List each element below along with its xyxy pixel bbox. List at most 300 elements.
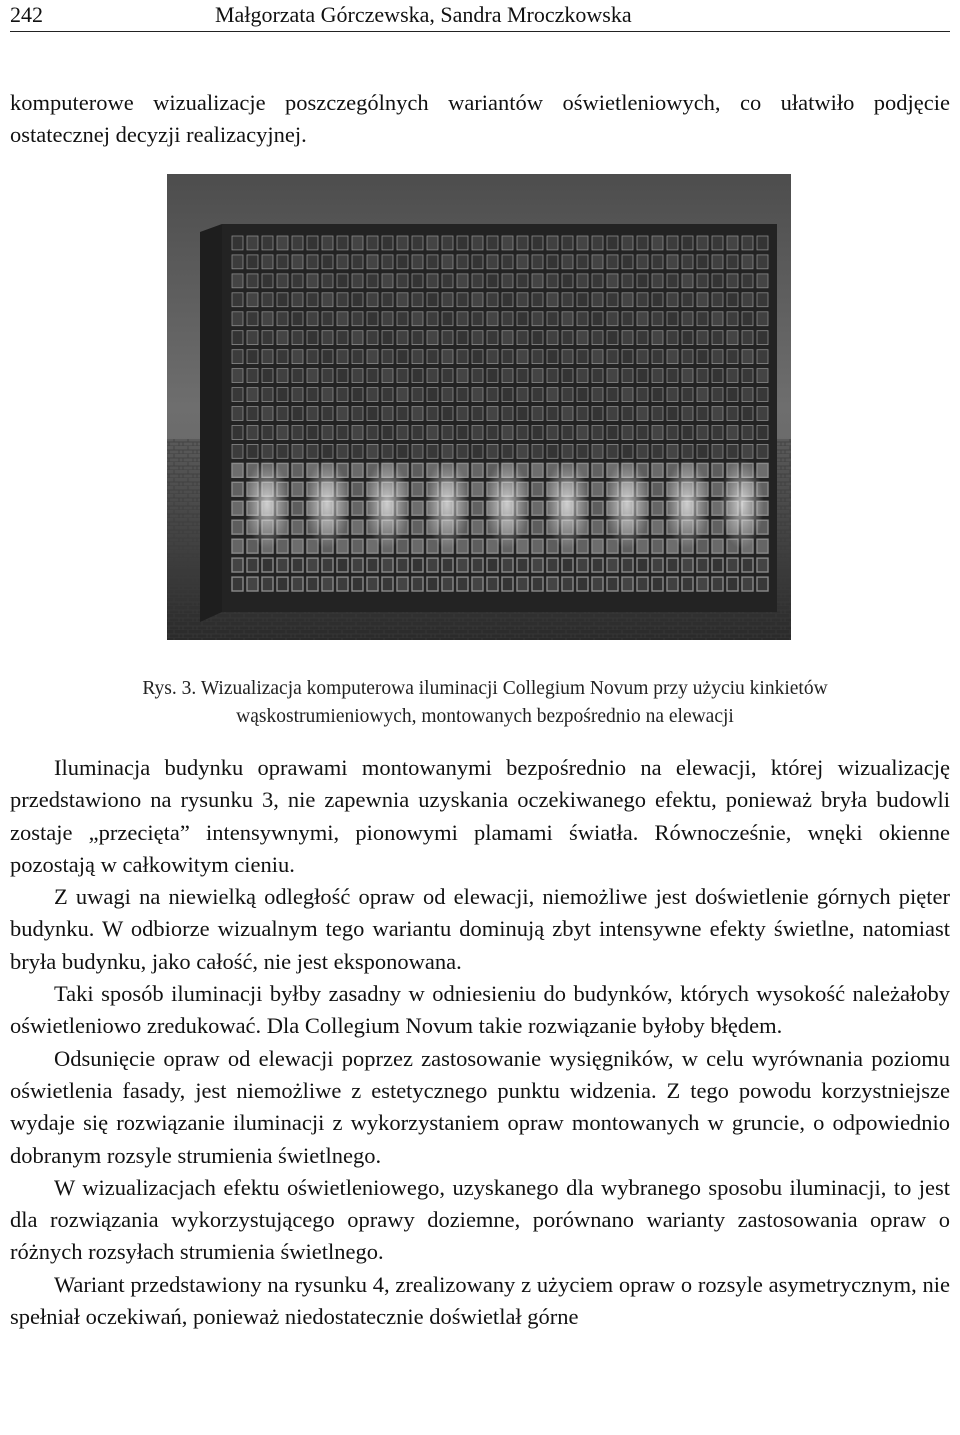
facade-window — [457, 577, 468, 591]
facade-window — [472, 558, 483, 572]
facade-window — [652, 293, 663, 307]
facade-window — [367, 350, 378, 364]
facade-window — [307, 444, 318, 458]
body-paragraph: Iluminacja budynku oprawami montowanymi bezpośrednio na elewacji, której wizualizację przedstawiono na rysunku 3, nie zapewnia uzyskania oczekiwanego efektu, ponieważ bryła budowli zostaje „przecięta” intensywnymi, pionowymi plamami światła. Równocześnie, wnęki okienne pozostają w całkowitym cieniu. — [10, 755, 950, 877]
facade-window — [457, 388, 468, 402]
facade-window — [397, 236, 408, 250]
facade-window — [607, 274, 618, 288]
facade-window — [277, 388, 288, 402]
facade-window — [547, 350, 558, 364]
facade-window — [742, 369, 753, 383]
facade-window — [472, 255, 483, 269]
light-spot — [720, 459, 764, 549]
facade-window — [637, 350, 648, 364]
facade-window — [667, 407, 678, 421]
facade-window — [502, 426, 513, 440]
facade-window — [367, 426, 378, 440]
facade-window — [472, 369, 483, 383]
facade-window — [472, 331, 483, 345]
facade-window — [232, 293, 243, 307]
facade-window — [397, 255, 408, 269]
facade-window — [232, 236, 243, 250]
facade-window — [532, 444, 543, 458]
facade-window — [397, 369, 408, 383]
facade-window — [622, 577, 633, 591]
facade-window — [637, 577, 648, 591]
facade-window — [652, 444, 663, 458]
facade-window — [292, 482, 303, 496]
facade-window — [397, 426, 408, 440]
facade-window — [247, 312, 258, 326]
facade-window — [232, 350, 243, 364]
facade-window — [502, 577, 513, 591]
facade-window — [337, 236, 348, 250]
facade-window — [712, 426, 723, 440]
facade-window — [442, 558, 453, 572]
facade-window — [307, 426, 318, 440]
caption-label: Rys. 3. — [142, 678, 197, 699]
facade-window — [292, 407, 303, 421]
facade-window — [577, 255, 588, 269]
facade-window — [637, 388, 648, 402]
facade-window — [412, 577, 423, 591]
facade-window — [382, 236, 393, 250]
facade-window — [502, 293, 513, 307]
facade-window — [652, 236, 663, 250]
facade-window — [697, 444, 708, 458]
facade-window — [442, 350, 453, 364]
facade-window — [232, 369, 243, 383]
facade-window — [562, 236, 573, 250]
facade-window — [532, 369, 543, 383]
facade-window — [262, 350, 273, 364]
facade-window — [487, 312, 498, 326]
facade-window — [442, 388, 453, 402]
facade-window — [412, 501, 423, 515]
facade-window — [577, 236, 588, 250]
facade-window — [322, 407, 333, 421]
facade-window — [247, 444, 258, 458]
facade-window — [487, 350, 498, 364]
facade-window — [547, 388, 558, 402]
facade-window — [232, 407, 243, 421]
facade-window — [652, 407, 663, 421]
facade-window — [412, 520, 423, 534]
facade-window — [397, 350, 408, 364]
facade-window — [247, 274, 258, 288]
facade-window — [727, 236, 738, 250]
facade-window — [352, 501, 363, 515]
facade-window — [277, 577, 288, 591]
facade-window — [562, 444, 573, 458]
facade-window — [547, 407, 558, 421]
facade-window — [382, 388, 393, 402]
facade-window — [697, 558, 708, 572]
facade-window — [277, 236, 288, 250]
facade-window — [562, 274, 573, 288]
facade-window — [382, 577, 393, 591]
facade-window — [592, 274, 603, 288]
facade-window — [502, 274, 513, 288]
facade-window — [742, 426, 753, 440]
facade-window — [472, 482, 483, 496]
facade-window — [727, 312, 738, 326]
facade-window — [277, 331, 288, 345]
facade-window — [727, 274, 738, 288]
facade-window — [292, 350, 303, 364]
facade-window — [427, 426, 438, 440]
facade-window — [667, 426, 678, 440]
facade-window — [667, 255, 678, 269]
facade-window — [712, 293, 723, 307]
facade-window — [547, 236, 558, 250]
facade-window — [397, 312, 408, 326]
facade-window — [637, 426, 648, 440]
facade-window — [682, 236, 693, 250]
facade-window — [607, 407, 618, 421]
facade-window — [517, 444, 528, 458]
facade-window — [352, 331, 363, 345]
facade-window — [472, 293, 483, 307]
light-spot — [365, 459, 409, 549]
facade-window — [277, 274, 288, 288]
facade-window — [667, 350, 678, 364]
facade-window — [307, 558, 318, 572]
light-spot — [245, 459, 289, 549]
facade-window — [352, 312, 363, 326]
facade-window — [247, 369, 258, 383]
facade-window — [262, 444, 273, 458]
facade-window — [367, 293, 378, 307]
facade-window — [562, 407, 573, 421]
facade-window — [532, 463, 543, 477]
facade-window — [532, 426, 543, 440]
facade-window — [712, 255, 723, 269]
facade-window — [262, 255, 273, 269]
facade-window — [277, 312, 288, 326]
facade-window — [472, 274, 483, 288]
facade-window — [622, 558, 633, 572]
running-head-authors: Małgorzata Górczewska, Sandra Mroczkowska — [215, 2, 632, 27]
facade-window — [607, 293, 618, 307]
facade-window — [682, 558, 693, 572]
facade-window — [592, 558, 603, 572]
facade-window — [457, 558, 468, 572]
facade-window — [397, 388, 408, 402]
facade-window — [442, 255, 453, 269]
facade-window — [592, 501, 603, 515]
facade-window — [337, 255, 348, 269]
facade-window — [412, 312, 423, 326]
facade-window — [667, 388, 678, 402]
facade-window — [667, 274, 678, 288]
facade-window — [727, 407, 738, 421]
facade-window — [607, 388, 618, 402]
facade-window — [577, 407, 588, 421]
facade-window — [487, 369, 498, 383]
facade-window — [232, 539, 243, 553]
facade-window — [352, 520, 363, 534]
facade-window — [412, 350, 423, 364]
facade-window — [562, 293, 573, 307]
facade-window — [352, 407, 363, 421]
facade-window — [307, 293, 318, 307]
facade-window — [262, 426, 273, 440]
facade-window — [622, 312, 633, 326]
facade-window — [532, 331, 543, 345]
facade-window — [472, 577, 483, 591]
facade-window — [592, 520, 603, 534]
facade-window — [637, 255, 648, 269]
facade-window — [607, 444, 618, 458]
facade-window — [607, 312, 618, 326]
facade-window — [292, 388, 303, 402]
facade-window — [322, 331, 333, 345]
facade-window — [322, 369, 333, 383]
facade-window — [502, 369, 513, 383]
facade-window — [697, 577, 708, 591]
facade-window — [712, 577, 723, 591]
facade-window — [352, 444, 363, 458]
facade-window — [742, 312, 753, 326]
facade-window — [727, 444, 738, 458]
facade-window — [382, 350, 393, 364]
facade-window — [562, 369, 573, 383]
facade-window — [607, 255, 618, 269]
facade-window — [337, 331, 348, 345]
facade-window — [232, 463, 243, 477]
facade-window — [397, 558, 408, 572]
facade-window — [682, 312, 693, 326]
facade-window — [532, 482, 543, 496]
facade-window — [682, 293, 693, 307]
facade-window — [427, 255, 438, 269]
facade-window — [247, 407, 258, 421]
facade-window — [697, 236, 708, 250]
facade-window — [442, 426, 453, 440]
facade-window — [652, 255, 663, 269]
facade-window — [457, 312, 468, 326]
facade-window — [487, 236, 498, 250]
facade-window — [367, 388, 378, 402]
facade-window — [322, 350, 333, 364]
facade-window — [622, 444, 633, 458]
facade-window — [262, 312, 273, 326]
facade-window — [712, 312, 723, 326]
facade-window — [532, 236, 543, 250]
facade-window — [517, 312, 528, 326]
facade-window — [532, 293, 543, 307]
facade-window — [457, 255, 468, 269]
facade-window — [502, 350, 513, 364]
facade-window — [532, 274, 543, 288]
facade-window — [472, 444, 483, 458]
facade-window — [472, 350, 483, 364]
facade-window — [472, 426, 483, 440]
facade-window — [232, 482, 243, 496]
facade-window — [532, 501, 543, 515]
facade-window — [247, 558, 258, 572]
facade-window — [397, 274, 408, 288]
facade-window — [622, 255, 633, 269]
facade-window — [592, 236, 603, 250]
facade-window — [367, 444, 378, 458]
facade-window — [532, 388, 543, 402]
facade-window — [427, 369, 438, 383]
light-spots — [245, 459, 764, 549]
facade-window — [352, 255, 363, 269]
facade-window — [367, 312, 378, 326]
facade-window — [757, 558, 768, 572]
page-header — [10, 0, 950, 32]
facade-window — [622, 236, 633, 250]
facade-window — [427, 331, 438, 345]
facade-window — [652, 274, 663, 288]
body-paragraph: W wizualizacjach efektu oświetleniowego, uzyskanego dla wybranego sposobu iluminacji, to jest dla rozwiązania wykorzystującego oprawy doziemne, porównano warianty zastosowania opraw o różnych rozsyłach strumienia świetlnego. — [10, 1174, 950, 1265]
facade-window — [487, 577, 498, 591]
facade-window — [757, 293, 768, 307]
facade-window — [307, 331, 318, 345]
facade-window — [337, 388, 348, 402]
facade-window — [442, 293, 453, 307]
facade-window — [367, 331, 378, 345]
facade-window — [457, 274, 468, 288]
facade-window — [712, 331, 723, 345]
facade-window — [622, 293, 633, 307]
facade-window — [412, 255, 423, 269]
light-spot — [485, 459, 529, 549]
facade-window — [352, 236, 363, 250]
facade-window — [502, 312, 513, 326]
facade-window — [682, 577, 693, 591]
facade-window — [517, 426, 528, 440]
facade-window — [427, 312, 438, 326]
facade-window — [322, 388, 333, 402]
facade-window — [247, 577, 258, 591]
facade-window — [412, 236, 423, 250]
facade-window — [277, 558, 288, 572]
facade-window — [547, 444, 558, 458]
facade-window — [382, 293, 393, 307]
facade-window — [307, 255, 318, 269]
facade-window — [352, 388, 363, 402]
facade-window — [517, 331, 528, 345]
facade-window — [607, 350, 618, 364]
facade-window — [442, 407, 453, 421]
facade-window — [592, 350, 603, 364]
facade-window — [457, 331, 468, 345]
facade-window — [742, 350, 753, 364]
facade-window — [652, 369, 663, 383]
facade-window — [232, 501, 243, 515]
facade-window — [727, 369, 738, 383]
facade-window — [517, 350, 528, 364]
facade-window — [262, 236, 273, 250]
facade-window — [247, 255, 258, 269]
facade-window — [427, 558, 438, 572]
facade-window — [397, 293, 408, 307]
facade-window — [577, 274, 588, 288]
body-text — [10, 752, 950, 1333]
facade-window — [667, 331, 678, 345]
facade-window — [277, 255, 288, 269]
facade-window — [742, 274, 753, 288]
facade-window — [397, 407, 408, 421]
facade-window — [472, 407, 483, 421]
facade-window — [697, 388, 708, 402]
facade-window — [757, 426, 768, 440]
facade-window — [562, 312, 573, 326]
facade-window — [337, 444, 348, 458]
facade-window — [592, 577, 603, 591]
facade-window — [577, 293, 588, 307]
facade-window — [277, 369, 288, 383]
facade-window — [577, 312, 588, 326]
light-spot — [605, 459, 649, 549]
facade-window — [247, 236, 258, 250]
facade-window — [637, 444, 648, 458]
facade-window — [427, 407, 438, 421]
facade-window — [322, 255, 333, 269]
facade-window — [682, 255, 693, 269]
facade-window — [472, 388, 483, 402]
light-spot — [305, 459, 349, 549]
facade-window — [367, 236, 378, 250]
facade-window — [547, 331, 558, 345]
facade-window — [337, 274, 348, 288]
facade-window — [502, 236, 513, 250]
facade-window — [442, 312, 453, 326]
facade-window — [397, 331, 408, 345]
facade-window — [547, 426, 558, 440]
facade-window — [607, 558, 618, 572]
facade-window — [457, 426, 468, 440]
facade-window — [367, 407, 378, 421]
facade-window — [352, 463, 363, 477]
facade-window — [322, 293, 333, 307]
facade-window — [757, 539, 768, 553]
facade-window — [487, 407, 498, 421]
facade-window — [652, 331, 663, 345]
facade-window — [427, 236, 438, 250]
facade-window — [412, 331, 423, 345]
facade-window — [757, 236, 768, 250]
facade-window — [487, 331, 498, 345]
facade-window — [442, 444, 453, 458]
facade-window — [277, 293, 288, 307]
facade-window — [517, 255, 528, 269]
facade-window — [712, 444, 723, 458]
facade-window — [382, 407, 393, 421]
facade-window — [682, 369, 693, 383]
facade-window — [652, 577, 663, 591]
facade-window — [727, 558, 738, 572]
facade-window — [292, 539, 303, 553]
facade-window — [412, 369, 423, 383]
facade-window — [487, 293, 498, 307]
facade-window — [652, 350, 663, 364]
facade-window — [532, 312, 543, 326]
facade-window — [742, 558, 753, 572]
facade-window — [382, 312, 393, 326]
facade-window — [262, 293, 273, 307]
facade-window — [712, 407, 723, 421]
facade-window — [337, 558, 348, 572]
facade-window — [337, 426, 348, 440]
facade-window — [442, 369, 453, 383]
facade-window — [322, 558, 333, 572]
facade-window — [292, 577, 303, 591]
